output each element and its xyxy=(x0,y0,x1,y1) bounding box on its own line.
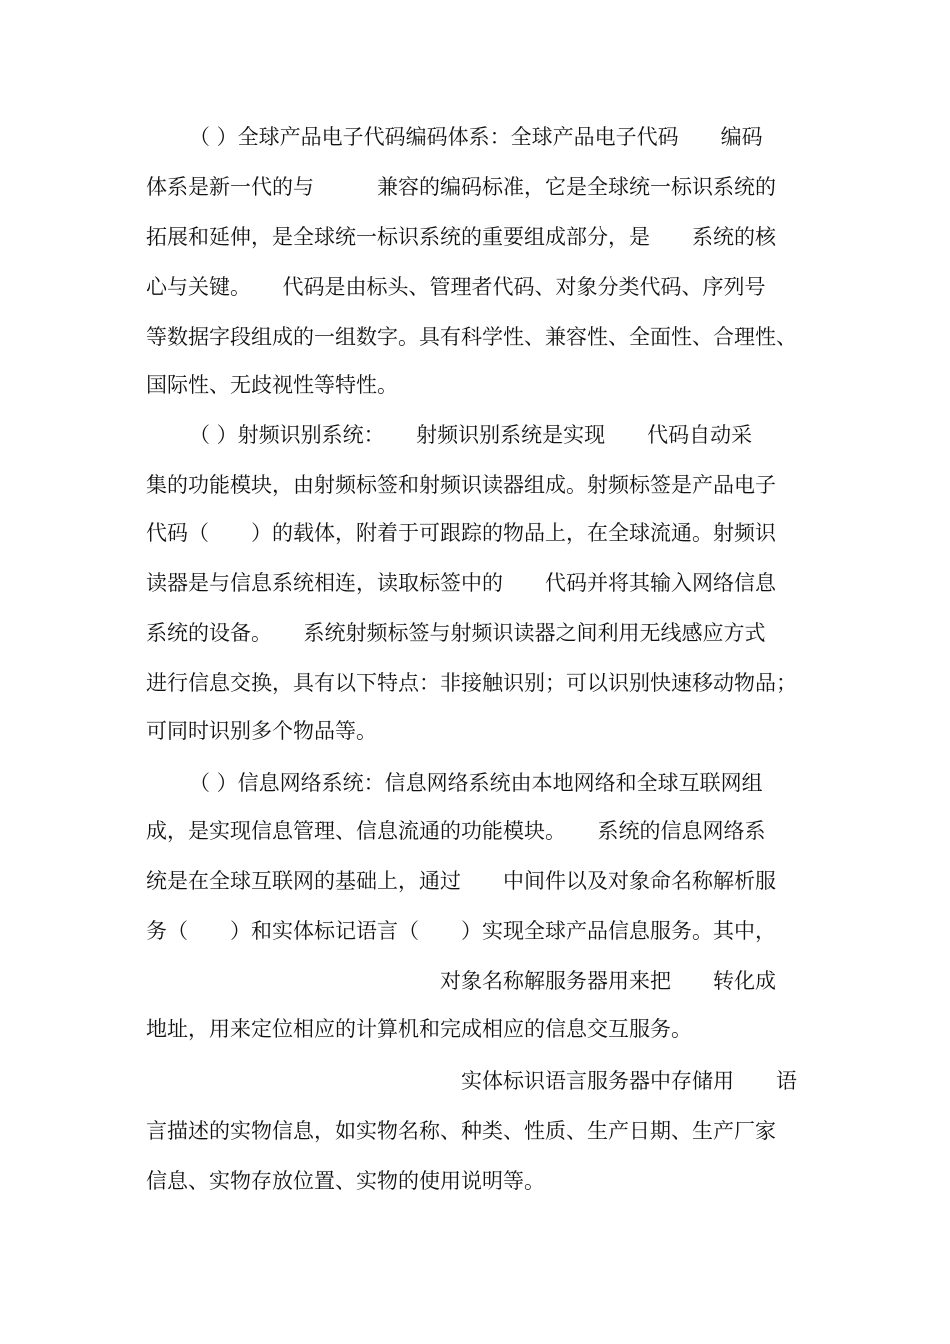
paragraph-2-line-1: （ ）射频识别系统： 射频识别系统是实现 代码自动采 xyxy=(189,423,753,447)
paragraph-3-line-6: 地址，用来定位相应的计算机和完成相应的信息交互服务。 xyxy=(146,1017,692,1041)
paragraph-3-line-3: 统是在全球互联网的基础上，通过 中间件以及对象命名称解析服 xyxy=(146,869,776,893)
paragraph-2-line-4: 读器是与信息系统相连，读取标签中的 代码并将其输入网络信息 xyxy=(146,571,776,595)
paragraph-3-line-5: 对象名称解服务器用来把 转化成 xyxy=(146,969,776,993)
paragraph-3-line-2: 成，是实现信息管理、信息流通的功能模块。 系统的信息网络系 xyxy=(146,819,766,843)
paragraph-3-line-1: （ ）信息网络系统：信息网络系统由本地网络和全球互联网组 xyxy=(189,771,763,795)
paragraph-1-line-1: （ ）全球产品电子代码编码体系：全球产品电子代码 编码 xyxy=(189,125,763,149)
paragraph-2-line-5: 系统的设备。 系统射频标签与射频识读器之间利用无线感应方式 xyxy=(146,621,766,645)
paragraph-1-line-6: 国际性、无歧视性等特性。 xyxy=(146,373,398,397)
paragraph-1-line-2: 体系是新一代的与 兼容的编码标准，它是全球统一标识系统的 xyxy=(146,175,776,199)
paragraph-3-line-7: 实体标识语言服务器中存储用 语 xyxy=(146,1069,797,1093)
paragraph-2-line-2: 集的功能模块，由射频标签和射频识读器组成。射频标签是产品电子 xyxy=(146,473,776,497)
paragraph-1-line-4: 心与关键。 代码是由标头、管理者代码、对象分类代码、序列号 xyxy=(146,275,766,299)
paragraph-3-line-4: 务（ ）和实体标记语言（ ）实现全球产品信息服务。其中， xyxy=(146,919,776,943)
paragraph-1-line-3: 拓展和延伸，是全球统一标识系统的重要组成部分，是 系统的核 xyxy=(146,225,776,249)
paragraph-2-line-3: 代码（ ）的载体，附着于可跟踪的物品上，在全球流通。射频识 xyxy=(146,521,776,545)
paragraph-1-line-5: 等数据字段组成的一组数字。具有科学性、兼容性、全面性、合理性、 xyxy=(146,325,797,349)
paragraph-3-line-9: 信息、实物存放位置、实物的使用说明等。 xyxy=(146,1169,545,1193)
paragraph-2-line-6: 进行信息交换，具有以下特点：非接触识别；可以识别快速移动物品； xyxy=(146,671,797,695)
paragraph-2-line-7: 可同时识别多个物品等。 xyxy=(146,719,377,743)
paragraph-3-line-8: 言描述的实物信息，如实物名称、种类、性质、生产日期、生产厂家 xyxy=(146,1119,776,1143)
